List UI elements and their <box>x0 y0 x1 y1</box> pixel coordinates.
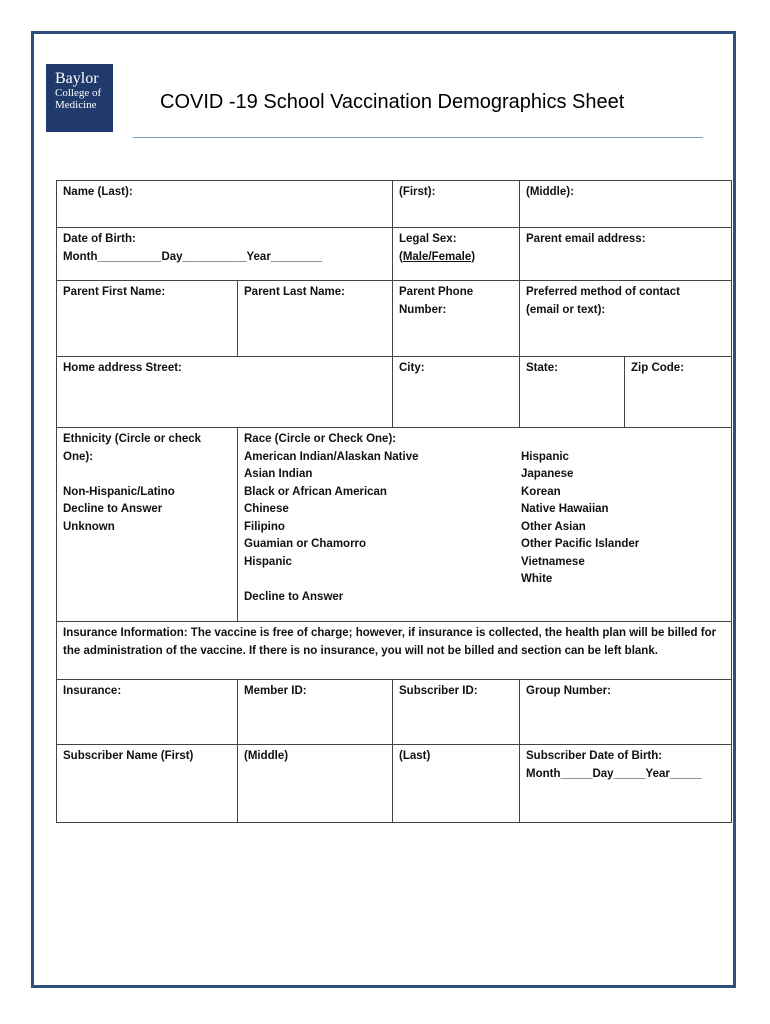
member-id-field[interactable] <box>238 680 393 745</box>
baylor-logo <box>46 64 113 132</box>
race-option[interactable]: Korean <box>521 485 561 498</box>
state-field[interactable] <box>520 357 625 428</box>
race-option[interactable]: Asian Indian <box>244 468 313 480</box>
subscriber-row <box>57 745 732 823</box>
group-number-label: Group Number: <box>526 685 611 697</box>
member-id-label: Member ID: <box>244 685 307 697</box>
name-last-field[interactable] <box>57 181 393 228</box>
parent-phone-label-1: Parent Phone <box>399 286 474 298</box>
date-of-birth-field[interactable] <box>57 228 393 281</box>
name-middle-label: (Middle): <box>526 186 574 198</box>
name-row <box>57 181 732 228</box>
race-label: Race (Circle or Check One): <box>244 433 397 445</box>
preferred-contact-label-1: Preferred method of contact <box>526 286 680 298</box>
legal-sex-field[interactable] <box>393 228 520 281</box>
ethnicity-option[interactable]: Decline to Answer <box>63 503 163 515</box>
subscriber-dob-blank-line: Month_____Day_____Year_____ <box>526 767 702 780</box>
home-street-field[interactable] <box>57 357 393 428</box>
name-middle-field[interactable] <box>520 181 732 228</box>
parent-row <box>57 281 732 357</box>
race-option[interactable]: Guamian or Chamorro <box>244 538 367 550</box>
address-row <box>57 357 732 428</box>
zip-code-label: Zip Code: <box>631 362 685 374</box>
race-option[interactable]: American Indian/Alaskan Native <box>244 450 419 463</box>
parent-phone-field[interactable] <box>393 281 520 357</box>
parent-email-label: Parent email address: <box>526 233 646 245</box>
legal-sex-options: (Male/Female) <box>399 250 476 263</box>
ethnicity-race-row <box>57 428 732 622</box>
parent-first-name-field[interactable] <box>57 281 238 357</box>
name-last-label: Name (Last): <box>63 186 133 198</box>
parent-last-name-label: Parent Last Name: <box>244 286 345 298</box>
logo-line-3: Medicine <box>55 99 97 111</box>
race-option[interactable]: White <box>521 573 553 585</box>
city-field[interactable] <box>393 357 520 428</box>
race-option[interactable]: Hispanic <box>244 555 292 568</box>
insurance-row <box>57 680 732 745</box>
ethnicity-option[interactable]: Non-Hispanic/Latino <box>63 485 175 498</box>
insurance-label: Insurance: <box>63 685 122 697</box>
state-label: State: <box>526 362 558 374</box>
title-divider <box>133 137 703 138</box>
ethnicity-field[interactable] <box>57 428 238 622</box>
subscriber-id-label: Subscriber ID: <box>399 685 478 697</box>
insurance-info-row <box>57 622 732 680</box>
preferred-contact-field[interactable] <box>520 281 732 357</box>
parent-first-name-label: Parent First Name: <box>63 286 166 298</box>
city-label: City: <box>399 362 425 374</box>
group-number-field[interactable] <box>520 680 732 745</box>
race-option-decline[interactable]: Decline to Answer <box>244 590 344 603</box>
document-title: COVID -19 School Vaccination Demographics Sheet <box>160 91 625 113</box>
subscriber-middle-name-field[interactable] <box>238 745 393 823</box>
legal-sex-label: Legal Sex: <box>399 233 457 245</box>
race-option[interactable]: Filipino <box>244 520 285 533</box>
ethnicity-label-1: Ethnicity (Circle or check <box>63 433 202 445</box>
race-option[interactable]: Black or African American <box>244 485 387 498</box>
birth-row <box>57 228 732 281</box>
race-option[interactable]: Chinese <box>244 503 289 515</box>
race-option[interactable]: Japanese <box>521 468 574 480</box>
logo-line-2: College of <box>55 87 102 99</box>
race-options-col-2 <box>521 449 726 607</box>
subscriber-dob-label: Subscriber Date of Birth: <box>526 750 663 762</box>
subscriber-first-name-label: Subscriber Name (First) <box>63 750 194 762</box>
parent-phone-label-2: Number: <box>399 303 447 316</box>
dob-blank-line: Month__________Day__________Year________ <box>63 250 322 263</box>
race-option[interactable]: Hispanic <box>521 450 569 463</box>
race-option[interactable]: Other Asian <box>521 520 586 533</box>
subscriber-id-field[interactable] <box>393 680 520 745</box>
name-first-label: (First): <box>399 186 436 198</box>
subscriber-last-name-label: (Last) <box>399 750 431 762</box>
parent-last-name-field[interactable] <box>238 281 393 357</box>
subscriber-dob-field[interactable] <box>520 745 732 823</box>
zip-code-field[interactable] <box>625 357 732 428</box>
subscriber-first-name-field[interactable] <box>57 745 238 823</box>
race-option[interactable]: Native Hawaiian <box>521 503 609 515</box>
race-field[interactable] <box>238 428 732 622</box>
preferred-contact-label-2: (email or text): <box>526 303 606 316</box>
demographics-form <box>56 180 732 823</box>
insurance-info-text: Insurance Information: The vaccine is free of charge; however, if insurance is collected, the health plan will be billed for the administration of the vaccine. If there is no insurance, you will not be billed and section can be left blank. <box>57 622 732 680</box>
name-first-field[interactable] <box>393 181 520 228</box>
ethnicity-label-2: One): <box>63 450 94 463</box>
home-street-label: Home address Street: <box>63 362 182 374</box>
parent-email-field[interactable] <box>520 228 732 281</box>
ethnicity-option[interactable]: Unknown <box>63 520 115 533</box>
logo-line-1: Baylor <box>55 70 99 87</box>
insurance-field[interactable] <box>57 680 238 745</box>
race-options-col-1 <box>244 449 521 607</box>
subscriber-middle-name-label: (Middle) <box>244 750 289 762</box>
subscriber-last-name-field[interactable] <box>393 745 520 823</box>
dob-label: Date of Birth: <box>63 233 136 245</box>
race-option[interactable]: Vietnamese <box>521 555 585 568</box>
race-option[interactable]: Other Pacific Islander <box>521 538 640 550</box>
